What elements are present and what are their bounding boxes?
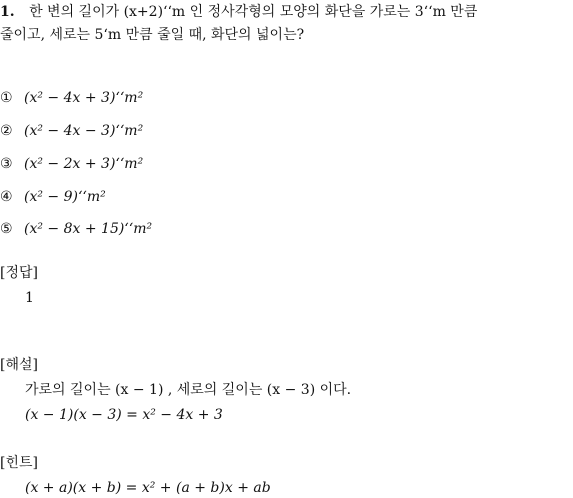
hint-line-1: (x + a)(x + b) = x² + (a + b)x + ab: [25, 480, 271, 496]
question-number: 1.: [0, 4, 15, 20]
option-2[interactable]: [0, 121, 143, 141]
hint-label: [힌트]: [0, 455, 38, 471]
explanation-label: [해설]: [0, 357, 38, 373]
question-text-2: 줄이고, 세로는 5‘m 만큼 줄일 때, 화단의 넓이는?: [0, 27, 305, 43]
option-text-1: (x² − 4x + 3)‘‘m²: [24, 90, 144, 106]
question-text-1: 한 변의 길이가 (x+2)‘‘m 인 정사각형의 모양의 화단을 가로는 3‘‘m 만큼: [29, 4, 478, 20]
option-mark-2: ②: [0, 123, 13, 139]
question-line-1: [0, 2, 477, 22]
option-mark-3: ③: [0, 156, 13, 172]
option-3[interactable]: [0, 154, 143, 174]
option-4[interactable]: [0, 187, 106, 207]
option-5[interactable]: [0, 219, 152, 239]
explanation-line-2: (x − 1)(x − 3) = x² − 4x + 3: [25, 407, 223, 423]
option-text-4: (x² − 9)‘‘m²: [24, 189, 106, 205]
answer-label: [정답]: [0, 265, 38, 281]
answer-value: 1: [25, 290, 34, 306]
option-text-5: (x² − 8x + 15)‘‘m²: [24, 221, 153, 237]
explanation-line-1: 가로의 길이는 (x − 1) , 세로의 길이는 (x − 3) 이다.: [25, 382, 352, 398]
option-mark-1: ①: [0, 90, 13, 106]
option-text-2: (x² − 4x − 3)‘‘m²: [24, 123, 144, 139]
option-mark-4: ④: [0, 189, 13, 205]
option-text-3: (x² − 2x + 3)‘‘m²: [24, 156, 144, 172]
option-mark-5: ⑤: [0, 221, 13, 237]
question-line-2: [0, 25, 304, 45]
option-1[interactable]: [0, 88, 143, 108]
